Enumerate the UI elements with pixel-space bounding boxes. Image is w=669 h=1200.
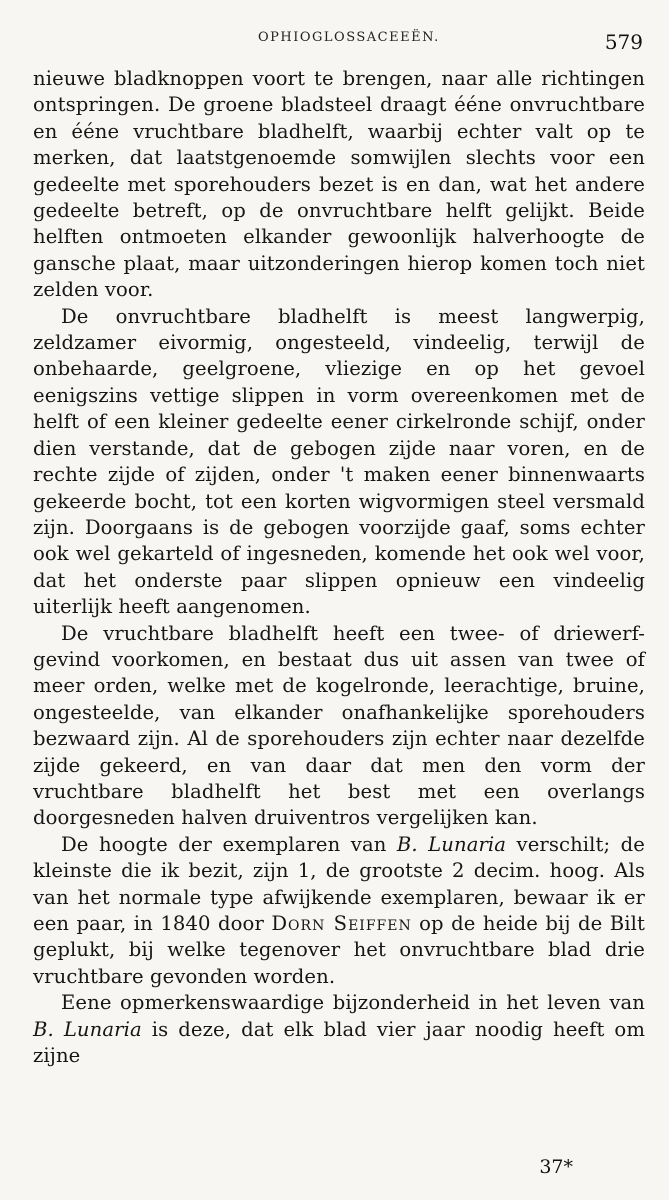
person-name: Dorn Seiffen: [271, 912, 412, 935]
paragraph-continuation: nieuwe bladknoppen voort te brengen, naar alle richtingen ontspringen. De groene bladsteel draagt ééne onvruchtbare en ééne vruchtbare bladhelft, waarbij echter valt op te merken, dat laatstgenoemde somwijlen slechts voor een gedeelte met sporehouders bezet is en dan, wat het andere gedeelte betreft, op de onvruchtbare helft gelijkt. Beide helften ontmoeten elkander gewoonlijk halverhoogte de gansche plaat, maar uitzonderingen hierop komen toch niet zelden voor.: [33, 67, 645, 302]
page-number: 579: [604, 30, 643, 54]
text-run: op de heide bij de Bilt geplukt, bij welke tegenover het onvruchtbare blad drie vruchtbare gevonden worden.: [33, 912, 645, 988]
running-title: OPHIOGLOSSACEEËN.: [258, 30, 440, 45]
species-name: B. Lunaria: [396, 832, 507, 856]
text-run: verschilt; de kleinste die ik bezit, zijn 1, de grootste 2 decim. hoog. Als van het normale type afwijkende exemplaren, bewaar ik er een paar, in 1840 door: [33, 832, 645, 935]
text-run: De hoogte der exemplaren van: [61, 832, 397, 856]
text-run: Eene opmerkenswaardige bijzonderheid in het leven van: [61, 991, 645, 1015]
paragraph-sterile-blade: De onvruchtbare bladhelft is meest langwerpig, zeldzamer eivormig, ongesteeld, vindeelig, terwijl de onbehaarde, geelgroene, vliezige en op het gevoel eenigszins vettige slippen in vorm overeenkomen met de helft of een kleiner gedeelte eener cirkelronde schijf, onder dien verstande, dat de gebogen zijde naar voren, en de rechte zijde of zijden, onder 't maken eener binnenwaarts gekeerde bocht, tot een korten wigvormigen steel versmald zijn. Doorgaans is de gebogen voorzijde gaaf, soms echter ook wel gekarteld of ingesneden, komende het ook wel voor, dat het onderste paar slippen opnieuw een vindeelig uiterlijk heeft aangenomen.: [33, 304, 645, 619]
text-run: is deze, dat elk blad vier jaar noodig heeft om zijne: [33, 1017, 645, 1068]
signature-mark: 37*: [539, 1156, 573, 1178]
paragraph-leaf-development: [33, 990, 645, 1069]
body-text: [33, 66, 645, 1069]
paragraph-specimen-height: [33, 832, 645, 990]
paragraph-fertile-blade: De vruchtbare bladhelft heeft een twee- of driewerf-gevind voorkomen, en bestaat dus uit assen van twee of meer orden, welke met de kogelronde, leerachtige, bruine, ongesteelde, van elkander onafhankelijke sporehouders bezwaard zijn. Al de sporehouders zijn echter naar dezelfde zijde gekeerd, en van daar dat men den vorm der vruchtbare bladhelft het best met een overlangs doorgesneden halven druiventros vergelijken kan.: [33, 621, 645, 830]
species-name: B. Lunaria: [33, 1017, 142, 1041]
